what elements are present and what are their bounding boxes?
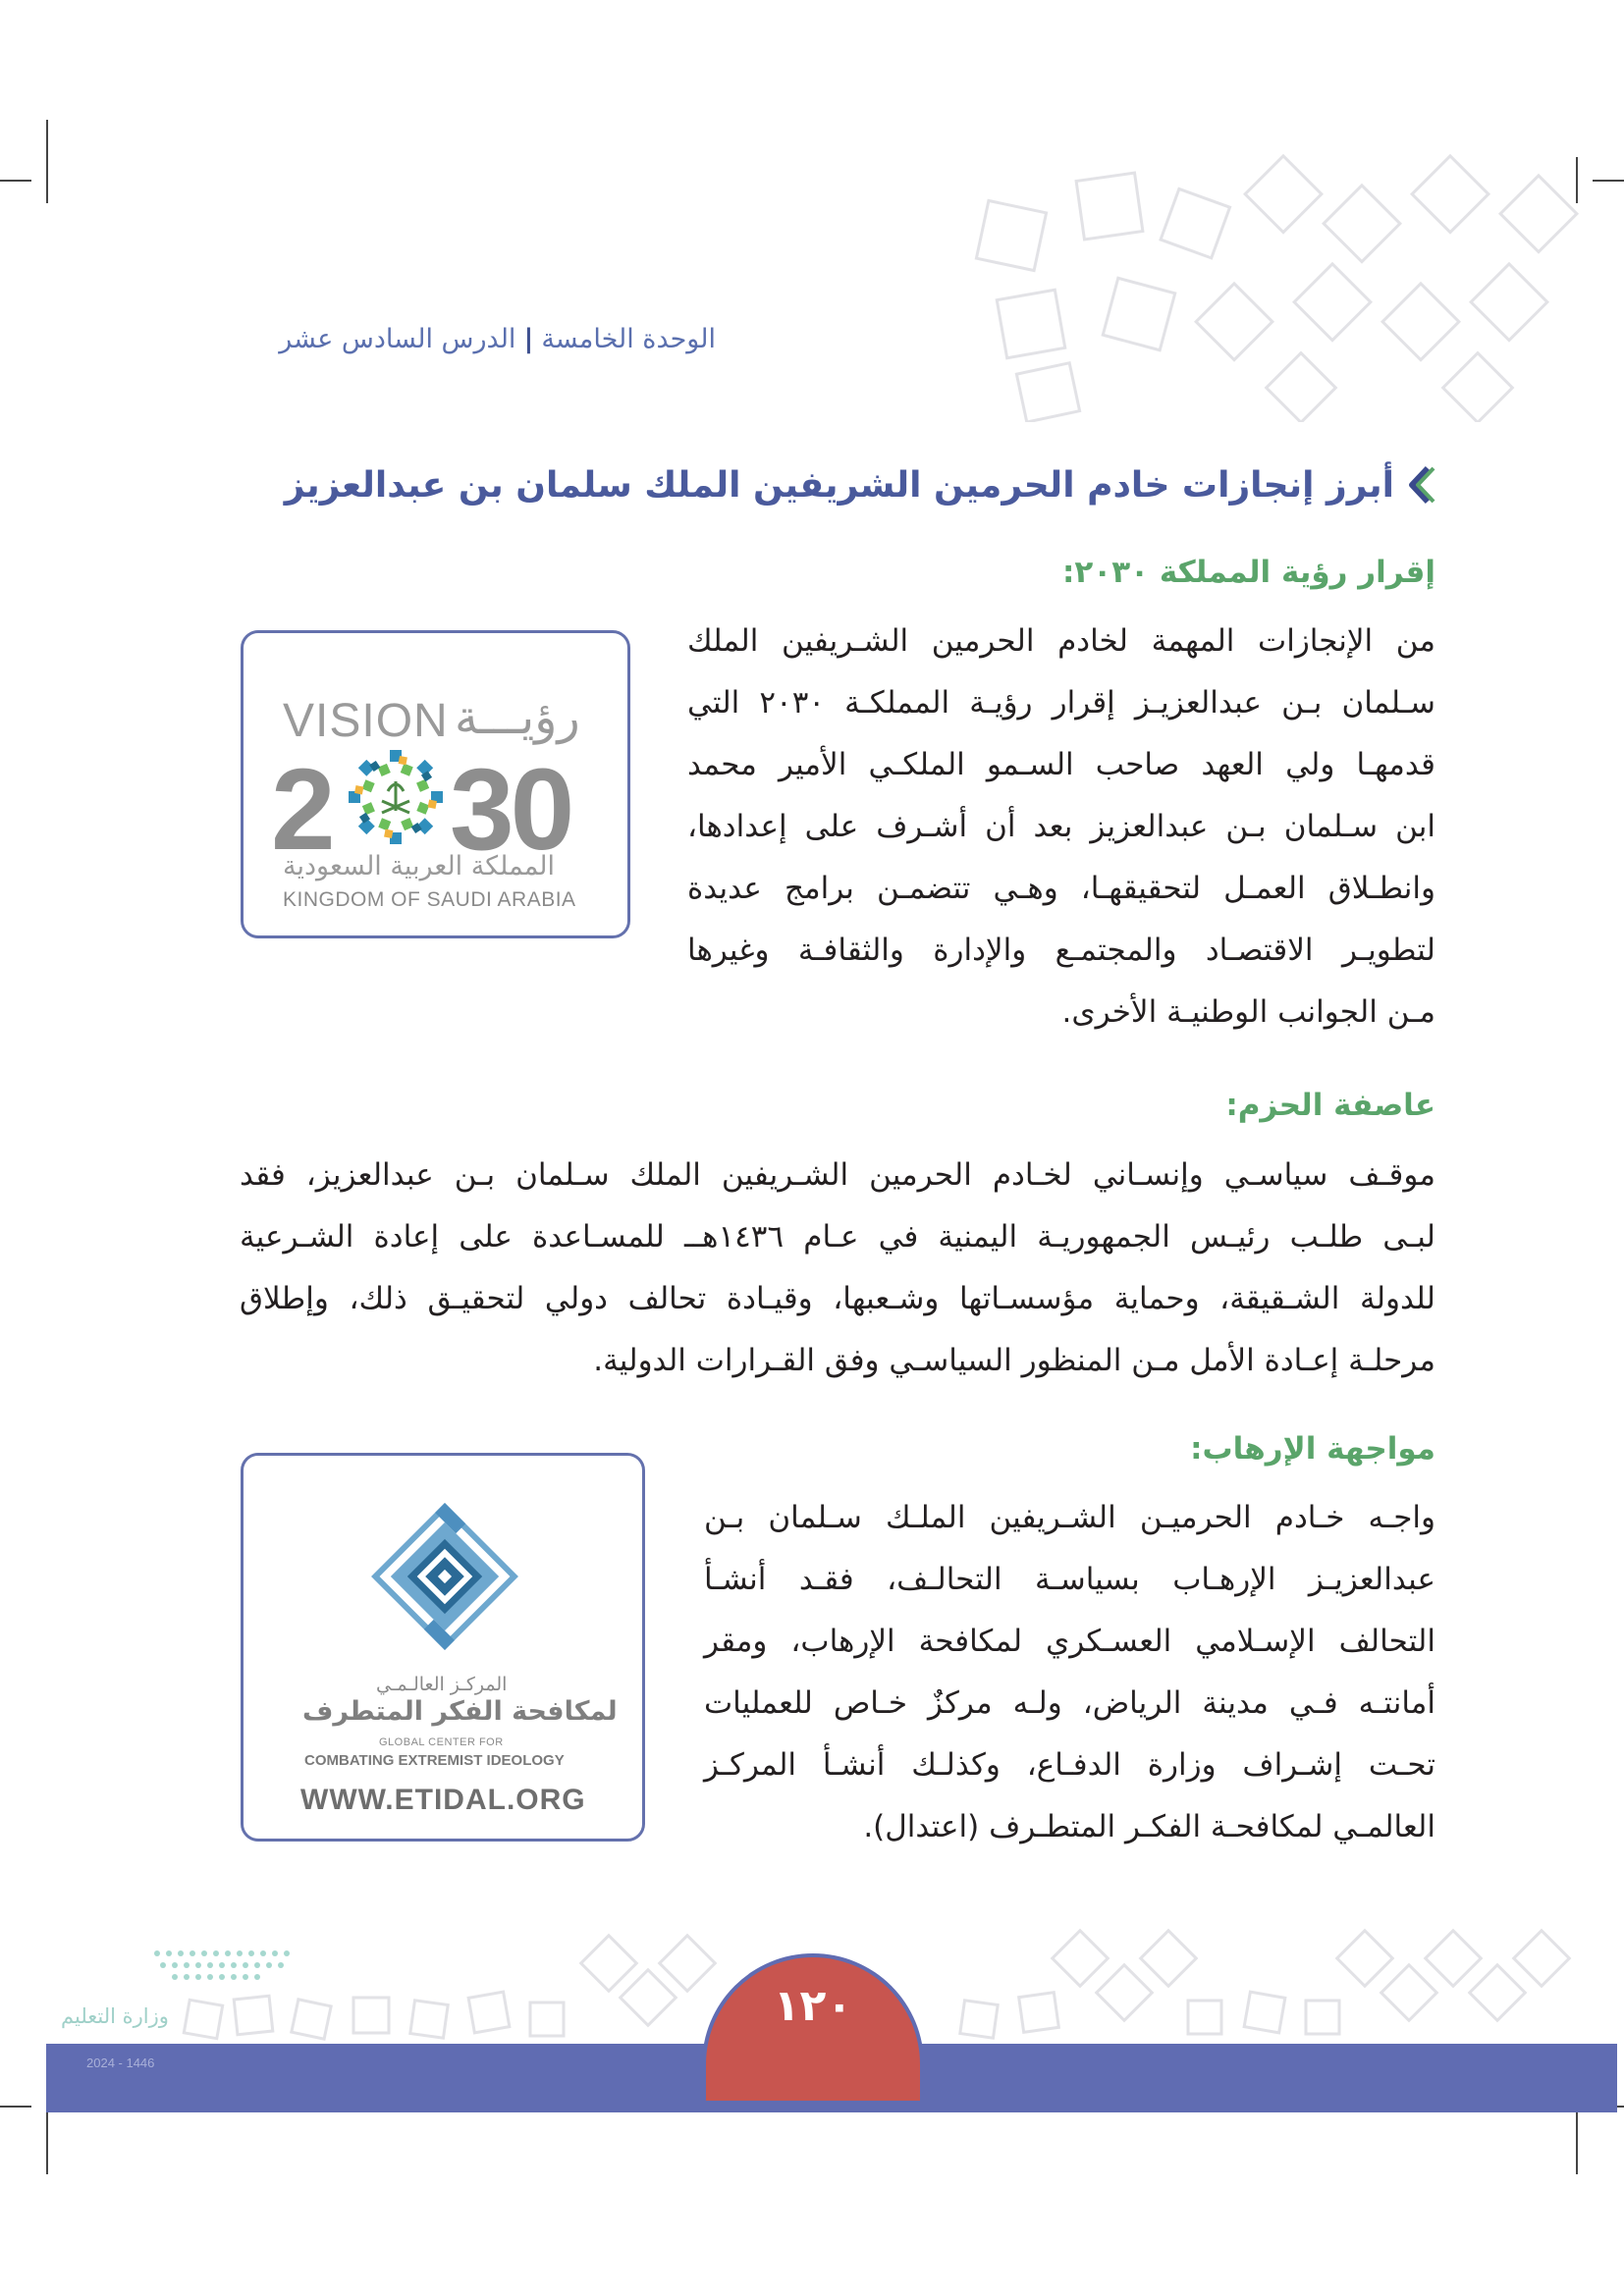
- paragraph-vision: [687, 611, 1435, 1043]
- paragraph-line: تحـت إشـراف وزارة الدفـاع، وكذلـك أنشـأ المركـز: [704, 1747, 1435, 1783]
- paragraph-line: عبدالعزيـز الإرهـاب بسياسـة التحالـف، فقـد أنشـأ: [704, 1562, 1435, 1597]
- paragraph-line: قدمهـا ولي العهد صاحب السـمو الملكـي الأمير محمد: [687, 747, 1435, 782]
- section-title-vision: إقرار رؤية المملكة ٢٠٣٠:: [1061, 555, 1435, 590]
- vision-logo-kingdom-en: KINGDOM OF SAUDI ARABIA: [283, 888, 576, 911]
- vision-logo-word-en: VISION: [283, 695, 449, 747]
- page-title: [169, 464, 1435, 506]
- crop-mark: [0, 2106, 31, 2108]
- page-header: [166, 324, 716, 354]
- paragraph-terror: [704, 1487, 1435, 1858]
- paragraph-line: العالمـي لمكافحـة الفكـر المتطـرف (اعتدال).: [863, 1809, 1435, 1844]
- ministry-dots-logo: [147, 1944, 295, 1993]
- lesson-label: الدرس السادس عشر: [279, 324, 516, 354]
- section-title-storm: عاصفة الحزم:: [1225, 1088, 1435, 1123]
- crop-mark: [46, 120, 48, 203]
- etidal-combat-ar: لمكافحة الفكر المتطرف: [302, 1696, 618, 1727]
- chevron-left-icon: [1406, 464, 1435, 506]
- etidal-logo-frame: [241, 1453, 645, 1842]
- etidal-center-ar: المركـز العالـمـي: [376, 1674, 508, 1695]
- vision-logo-kingdom-ar: المملكة العربية السعودية: [283, 851, 556, 881]
- vision-logo-num-left: 2: [271, 745, 332, 875]
- paragraph-line: لبـى طلـب رئيـس الجمهوريـة اليمنية في عـام ١٤٣٦هــ للمسـاعدة على إعادة الشـرعية: [240, 1219, 1435, 1255]
- paragraph-line: أمانتـه فـي مدينة الرياض، ولـه مركزٌ خـاص للعمليات: [704, 1685, 1435, 1721]
- crop-mark: [1593, 180, 1624, 182]
- etidal-url: WWW.ETIDAL.ORG: [300, 1784, 586, 1816]
- ministry-year: 2024 - 1446: [86, 2056, 155, 2070]
- unit-label: الوحدة الخامسة: [541, 324, 716, 354]
- paragraph-line: ابن سـلمان بـن عبدالعزيز بعد أن أشـرف على إعدادها،: [687, 809, 1435, 844]
- vision-2030-logo-frame: [241, 630, 630, 938]
- vision-logo-num-right: 30: [450, 745, 571, 875]
- vision-logo-word-ar: رؤيـــة: [455, 690, 580, 745]
- diamond-pattern-top: [962, 147, 1591, 422]
- section-title-terror: مواجهة الإرهاب:: [1190, 1431, 1435, 1467]
- paragraph-line: التحالف الإسـلامي العسـكري لمكافحة الإرهاب، ومقر: [704, 1624, 1435, 1659]
- paragraph-line: واجـه خـادم الحرميـن الشـريفين الملـك سـلمان بـن: [704, 1500, 1435, 1535]
- paragraph-line: موقـف سياسـي وإنسـاني لخـادم الحرمين الشـريفين الملك سـلمان بـن عبدالعزيز، فقد: [240, 1157, 1435, 1193]
- page-number: ١٢٠: [773, 1981, 853, 2031]
- paragraph-line: سـلمان بـن عبدالعزيـز إقرار رؤيـة المملكـة ٢٠٣٠ التي: [687, 685, 1435, 721]
- etidal-combat-en: COMBATING EXTREMIST IDEOLOGY: [304, 1752, 565, 1769]
- title-text: أبرز إنجازات خادم الحرمين الشريفين الملك سلمان بن عبدالعزيز: [284, 464, 1394, 506]
- etidal-calligraphy-emblem: [361, 1493, 528, 1660]
- paragraph-line: من الإنجازات المهمة لخادم الحرمين الشـريفين الملك: [687, 623, 1435, 659]
- paragraph-line: للدولة الشـقيقة، وحماية مؤسسـاتها وشـعبها، وقيـادة تحالف دولي لتحقيـق ذلك، وإطلاق: [240, 1281, 1435, 1316]
- paragraph-line: مرحلـة إعـادة الأمل مـن المنظور السياسـي وفق القـرارات الدولية.: [593, 1343, 1435, 1378]
- paragraph-line: وانطـلاق العمـل لتحقيقهـا، وهـي تتضمـن برامج عديدة: [687, 871, 1435, 906]
- paragraph-line: مـن الجوانب الوطنيـة الأخرى.: [1061, 994, 1435, 1030]
- ministry-watermark: وزارة التعليم: [61, 2004, 169, 2028]
- paragraph-storm: [240, 1145, 1435, 1392]
- vision-logo-emblem: [342, 743, 450, 851]
- paragraph-line: لتطويـر الاقتصـاد والمجتمـع والإدارة والثقافـة وغيرها: [687, 933, 1435, 968]
- header-separator: |: [523, 324, 534, 354]
- etidal-global-en: GLOBAL CENTER FOR: [379, 1736, 504, 1748]
- crop-mark: [0, 180, 31, 182]
